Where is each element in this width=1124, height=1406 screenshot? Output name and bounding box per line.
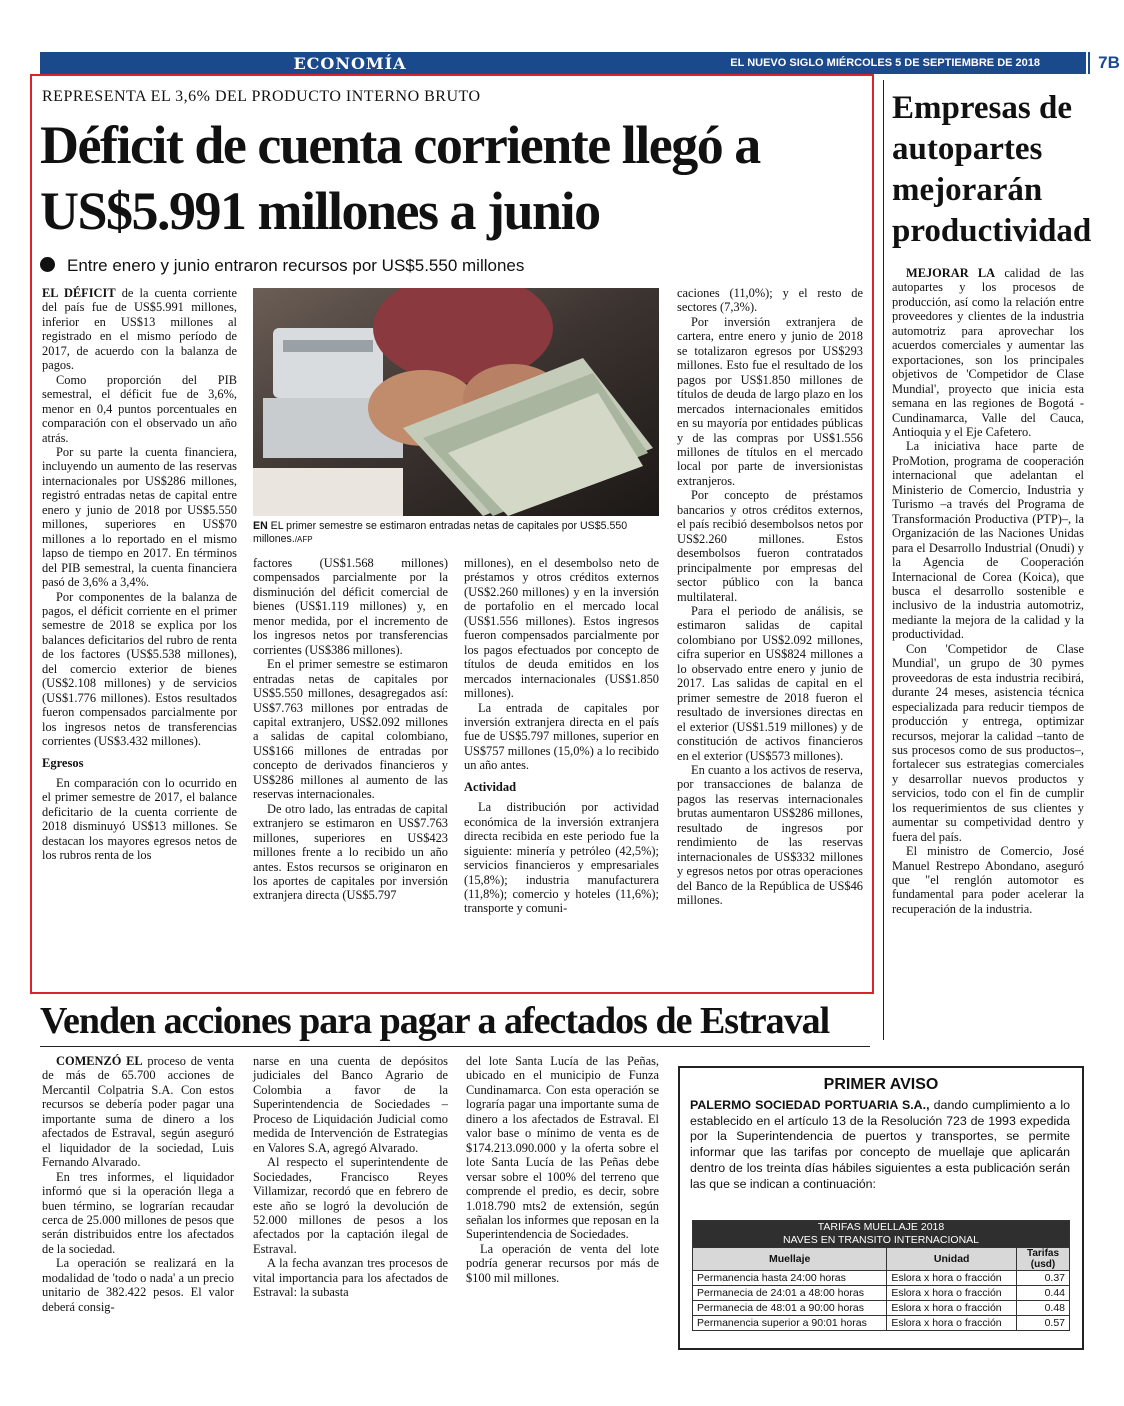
paragraph: millones), en el desembolso neto de préstamos y otros créditos externos (US$2.260 millones) y en la inversión de portafolio en el mercado local (US$1.556 millones). Estos ingresos fueron compensados parcialmente por los pagos efectuados por concepto de títulos de deuda emitidos en los mercados internacionales (US$1.850 millones).	[464, 556, 659, 701]
caption-lead: EN	[253, 520, 268, 532]
paragraph: En tres informes, el liquidador informó que si la operación llega a buen término, se lograrían recaudar cerca de 25.000 millones de pesos que serán distribuidos entre los afectados de la sociedad.	[42, 1169, 234, 1256]
lead-in: MEJORAR LA	[906, 266, 996, 280]
paragraph: caciones (11,0%); y el resto de sectores (7,3%).	[677, 286, 863, 315]
cell-tarifa: 0.57	[1017, 1316, 1070, 1331]
main-column-3	[464, 556, 659, 916]
subheading: Actividad	[464, 779, 517, 794]
table-row	[693, 1316, 1070, 1331]
paragraph: La operación se realizará en la modalidad de 'todo o nada' a un precio unitario de 382.422 pesos. El valor deberá consig-	[42, 1256, 234, 1314]
issue-date: EL NUEVO SIGLO MIÉRCOLES 5 DE SEPTIEMBRE DE 2018	[730, 57, 1040, 69]
bottom-column-3	[466, 1054, 659, 1285]
section-header-bar	[40, 52, 1120, 74]
paragraph: En el primer semestre se estimaron entradas netas de capitales por US$5.550 millones, desagregados así: US$7.763 millones por entradas de capital extranjero, US$2.092 millones a salidas de capital colombiano, US$166 millones de entradas por concepto de derivados financieros y US$286 millones al aumento de las reservas internacionales.	[253, 657, 448, 802]
paragraph: Por concepto de préstamos bancarios y otros créditos externos, el país recibió desembolsos netos por US$2.260 millones. Estos desembolsos fueron contratados principalmente por empresas del sector público con la banca multilateral.	[677, 488, 863, 604]
table-row	[693, 1271, 1070, 1286]
cell-tarifa: 0.48	[1017, 1301, 1070, 1316]
paragraph: Por su parte la cuenta financiera, incluyendo un aumento de las reservas internacionales por US$286 millones, registró entradas netas de capital entre enero y junio de 2018 por US$5.550 millones, superiores en US$70 millones a lo reportado en el mismo lapso de tiempo en 2017. En términos del PIB semestral, la cuenta financiera pasó de 3,6% a 3,4%.	[42, 444, 237, 590]
photo-credit: /AFP	[294, 535, 313, 544]
paragraph: A la fecha avanzan tres procesos de vital importancia para los afectados de Estraval: la subasta	[253, 1256, 448, 1300]
cell-tarifa: 0.37	[1017, 1271, 1070, 1286]
main-column-1	[42, 286, 237, 863]
article-summary	[40, 256, 524, 276]
section-name: ECONOMÍA	[293, 54, 407, 73]
subheading: Egresos	[42, 755, 84, 770]
main-column-2	[253, 556, 448, 903]
col-header-tarifa: Tarifas (usd)	[1017, 1248, 1070, 1271]
table-row	[693, 1301, 1070, 1316]
page-number: 7B	[1088, 52, 1124, 74]
bottom-column-1	[42, 1054, 234, 1314]
article-headline: Déficit de cuenta corriente llegó a US$5.991 millones a junio	[40, 115, 760, 241]
paragraph: calidad de las autopartes y los procesos de producción, así como la relación entre proveedores y clientes de la industria automotriz para aprovechar los acuerdos comerciales y aumentar las exportaciones, son los principales objetivos de 'Competidor de Clase Mundial', proyecto que inicia esta semana en las regiones de Bogotá - Cundinamarca, Valle del Cauca, Antioquia y el Eje Cafetero.	[892, 266, 1084, 439]
bottom-column-2	[253, 1054, 448, 1300]
col-header-unidad: Unidad	[887, 1248, 1017, 1271]
paragraph: Por inversión extranjera de cartera, entre enero y junio de 2018 se totalizaron egresos por US$293 millones. Esto fue el resultado de los pagos por US$1.850 millones de títulos de deuda de largo plazo en los mercados internacionales emitidos en su mayoría por entidades públicas y de las compras por US$1.556 millones de títulos en el mercado local por parte de inversionistas extranjeros.	[677, 314, 863, 488]
cell-unidad: Eslora x hora o fracción	[887, 1316, 1017, 1331]
col-header-muellaje: Muellaje	[693, 1248, 887, 1271]
table-title-line: TARIFAS MUELLAJE 2018	[817, 1221, 945, 1233]
money-photo	[253, 288, 659, 516]
cell-muellaje: Permanencia hasta 24:00 horas	[693, 1271, 887, 1286]
lead-in: COMENZÓ EL	[56, 1054, 143, 1068]
paragraph: La iniciativa hace parte de ProMotion, programa de cooperación internacional que adelantan el Ministerio de Comercio, Industria y Turismo –a través del Programa de Transformación Productiva (PTP)–, la Organización de las Naciones Unidas para el Desarrollo Industrial (Onudi) y la Agencia de Cooperación Internacional de Corea (Koica), que busca el desarrollo sostenible e inclusivo de la industria automotriz, mediante la mejora de la calidad y la productividad.	[892, 439, 1084, 642]
paragraph: proceso de venta de más de 65.700 acciones de Mercantil Colpatria S.A. Con estos recursos se debería poder pagar una importante suma de dinero a los afectados de Estraval, según aseguró el liquidador de la sociedad, Luis Fernando Alvarado.	[42, 1054, 234, 1170]
paragraph: Por componentes de la balanza de pagos, el déficit corriente en el primer semestre de 2018 se explica por los balances deficitarios del rubro de renta de los factores (US$5.538 millones), del comercio exterior de bienes (US$2.108 millones) y de servicios (US$1.776 millones). Estos resultados fueron compensados parcialmente por los ingresos netos de transferencias corrientes (US$3.432 millones).	[42, 589, 237, 749]
notice-body	[680, 1094, 1082, 1192]
paragraph: De otro lado, las entradas de capital extranjero se estimaron en US$7.763 millones, superiores en US$423 millones frente a lo recibido un año antes. Estos recursos se originaron en los aportes de capitales por inversión extranjera directa (US$5.797	[253, 801, 448, 903]
summary-text: Entre enero y junio entraron recursos por US$5.550 millones	[67, 256, 525, 275]
paragraph: Con 'Competidor de Clase Mundial', un grupo de 30 pymes proveedoras de esta industria recibirá, durante 24 meses, asistencia técnica especializada para reducir tiempos de producción y entrega, optimizar recursos, mejorar la calidad –tanto de sus procesos como de sus productos–, fortalecer sus estrategias comerciales y desarrollar nuevos productos y servicios, todo con el fin de cumplir los requerimientos de sus clientes y aumentar su competividad dentro y fuera del país.	[892, 641, 1084, 844]
bottom-headline: Venden acciones para pagar a afectados de Estraval	[40, 1000, 830, 1042]
cell-muellaje: Permanencia superior a 90:01 horas	[693, 1316, 887, 1331]
cell-muellaje: Permanecia de 48:01 a 90:00 horas	[693, 1301, 887, 1316]
notice-text: dando cumplimiento a lo establecido en el artículo 13 de la Resolución 723 de 1993 expedida por la Superintendencia de puertos y transportes, se permite informar que las tarifas por concepto de muellaje que aplicarán dentro de los treinta días hábiles siguientes a esta publicación serán las que se indican a continuación:	[690, 1098, 1070, 1191]
paragraph: de la cuenta corriente del país fue de US$5.991 millones, inferior en US$13 millones al registrado en el mismo período de 2017, de acuerdo con la balanza de pagos.	[42, 286, 237, 373]
table-title-line: NAVES EN TRANSITO INTERNACIONAL	[782, 1234, 980, 1246]
sidebar-divider	[883, 80, 884, 1040]
table-row	[693, 1286, 1070, 1301]
sidebar-headline: Empresas de autopartes mejorarán productividad	[892, 90, 1092, 249]
cell-tarifa: 0.44	[1017, 1286, 1070, 1301]
lead-in: EL DÉFICIT	[42, 286, 116, 300]
paragraph: En comparación con lo ocurrido en el primer semestre de 2017, el balance deficitario de la cuenta corriente de 2018 disminuyó US$13 millones. Se destacan los mayores egresos netos de los rubros renta de los	[42, 775, 237, 863]
photo-caption	[253, 520, 659, 546]
paragraph: La entrada de capitales por inversión extranjera directa en el país fue de US$5.797 millones, superior en US$757 millones (15,0%) a lo recibido un año antes.	[464, 700, 659, 773]
cell-unidad: Eslora x hora o fracción	[887, 1286, 1017, 1301]
sidebar-column	[892, 266, 1084, 916]
cell-unidad: Eslora x hora o fracción	[887, 1301, 1017, 1316]
paragraph: Como proporción del PIB semestral, el déficit fue de 3,6%, menor en 0,4 puntos porcentuales en comparación con el observado un año atrás.	[42, 372, 237, 445]
bullet-icon	[40, 257, 55, 272]
notice-box	[678, 1066, 1084, 1350]
table-title	[693, 1221, 1070, 1248]
notice-title: PRIMER AVISO	[823, 1076, 939, 1093]
paragraph: La distribución por actividad económica de la inversión extranjera directa recibida en este periodo fue la siguiente: minería y petróleo (42,5%); servicios financieros y empresariales (15,8%); industria manufacturera (11,8%); comercio y hoteles (11,6%); transporte y comuni-	[464, 800, 659, 916]
paragraph: La operación de venta del lote podría generar recursos por más de $100 mil millones.	[466, 1241, 659, 1285]
article-kicker: REPRESENTA EL 3,6% DEL PRODUCTO INTERNO BRUTO	[42, 88, 481, 105]
cell-unidad: Eslora x hora o fracción	[887, 1271, 1017, 1286]
paragraph: del lote Santa Lucía de las Peñas, ubicado en el municipio de Funza Cundinamarca. Con esta operación se lograría pagar una importante suma de dinero a los afectados de Estraval. El valor base o mínimo de venta es de $174.213.090.000 y la oferta sobre el lote Santa Lucía de las Peñas debe versar sobre el 100% del terreno que comprende el predio, es decir, sobre 1.018.790 mts2 de extensión, según señalan los informes que reposan en la Superintendencia de Sociedades.	[466, 1054, 659, 1242]
paragraph: narse en una cuenta de depósitos judiciales del Banco Agrario de Colombia a favor de la Superintendencia de Sociedades – Proceso de Liquidación Judicial como medida de Intervención de Estrategias en Valores S.A, agregó Alvarado.	[253, 1054, 448, 1155]
cell-muellaje: Permanecia de 24:01 a 48:00 horas	[693, 1286, 887, 1301]
paragraph: factores (US$1.568 millones) compensados parcialmente por la disminución del déficit comercial de bienes (US$1.119 millones) y, en menor medida, por el incremento de los ingresos netos por transferencias corrientes (US$386 millones).	[253, 556, 448, 657]
paragraph: El ministro de Comercio, José Manuel Restrepo Abondano, aseguró que "el renglón automotor es fundamental para poder acelerar la recuperación de la industria.	[892, 844, 1084, 916]
paragraph: Al respecto el superintendente de Sociedades, Francisco Reyes Villamizar, recordó que en febrero de este año se logró la devolución de 52.000 millones de pesos a los afectados por la captación ilegal de Estraval.	[253, 1155, 448, 1256]
tariff-table	[692, 1220, 1070, 1331]
notice-company: PALERMO SOCIEDAD PORTUARIA S.A.,	[690, 1098, 930, 1112]
main-column-4	[677, 286, 863, 907]
money-photo-graphic	[253, 288, 659, 516]
caption-text: EL primer semestre se estimaron entradas netas de capitales por US$5.550 millones.	[253, 520, 628, 545]
bottom-rule	[40, 1046, 870, 1047]
paragraph: En cuanto a los activos de reserva, por transacciones de balanza de pagos las reservas internacionales brutas aumentaron US$286 millones, resultado de ingresos por rendimiento de las reservas internacionales de US$332 millones y egresos netos por otras operaciones del Banco de la República de US$46 millones.	[677, 762, 863, 908]
paragraph: Para el periodo de análisis, se estimaron salidas de capital colombiano por US$2.092 millones, cifra superior en US$824 millones a lo observado entre enero y junio de 2017. Las salidas de capital en el primer semestre de 2018 fueron el resultado de inversiones directas en el exterior (US$1.519 millones) y de constitución de activos financieros en el exterior (US$573 millones).	[677, 603, 863, 763]
